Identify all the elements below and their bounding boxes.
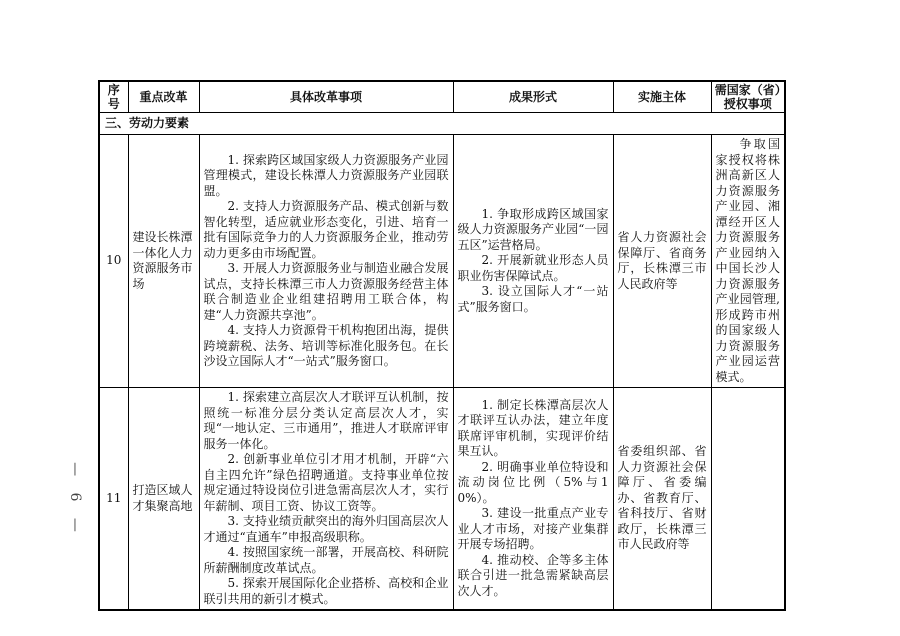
reform-items-table bbox=[98, 80, 786, 611]
row11-authorization bbox=[711, 388, 785, 611]
row11-result-3: 3. 建设一批重点产业专业人才市场，对接产业集群开展专场招聘。 bbox=[457, 506, 609, 552]
header-seq: 序号 bbox=[99, 81, 128, 113]
row11-result-1: 1. 制定长株潭高层次人才联评互认办法，建立年度联席评审机制，实现评价结果互认。 bbox=[457, 397, 609, 459]
row11-implementer: 省委组织部、省人力资源社会保障厅、省委编办、省教育厅、省科技厅、省财政厅，长株潭三市人民政府等 bbox=[613, 388, 711, 611]
row11-item-3: 3. 支持业绩贡献突出的海外归国高层次人才通过“直通车”申报高级职称。 bbox=[203, 514, 449, 544]
row10-implementer: 省人力资源社会保障厅、省商务厅，长株潭三市人民政府等 bbox=[613, 135, 711, 388]
row10-specific-items bbox=[199, 135, 453, 388]
row10-result-3: 3. 设立国际人才“一站式”服务窗口。 bbox=[457, 284, 609, 314]
row11-result-2: 2. 明确事业单位特设和流动岗位比例（5%与10%）。 bbox=[457, 459, 609, 505]
page-number: — 6 — bbox=[67, 462, 83, 538]
header-key-reform: 重点改革 bbox=[128, 81, 199, 113]
row10-item-3: 3. 开展人力资源服务业与制造业融合发展试点，支持长株潭三市人力资源服务经营主体联合制造业企业组建招聘用工联合体，构建“人力资源共享池”。 bbox=[203, 261, 449, 322]
header-authorization: 需国家（省）授权事项 bbox=[711, 81, 785, 113]
row11-item-1: 1. 探索建立高层次人才联评互认机制，按照统一标准分层分类认定高层次人才，实现“一地认定、三市通用”，推进人才联席评审服务一体化。 bbox=[203, 390, 449, 451]
section-label: 三、劳动力要素 bbox=[99, 113, 785, 135]
row10-item-1: 1. 探索跨区域国家级人力资源服务产业园管理模式，建设长株潭人力资源服务产业园联盟。 bbox=[203, 152, 449, 198]
row11-item-2: 2. 创新事业单位引才用才机制，开辟“六自主四允许”绿色招聘通道。支持事业单位按规定通过特设岗位引进急需高层次人才，实行年薪制、项目工资、协议工资等。 bbox=[203, 452, 449, 513]
row10-item-4: 4. 支持人力资源骨干机构抱团出海，提供跨境薪税、法务、培训等标准化服务包。在长沙设立国际人才“一站式”服务窗口。 bbox=[203, 323, 449, 368]
row11-result-form bbox=[453, 388, 613, 611]
row10-authorization bbox=[711, 135, 785, 388]
row11-result-4: 4. 推动校、企等多主体联合引进一批急需紧缺高层次人才。 bbox=[457, 552, 609, 598]
row11-seq: 11 bbox=[99, 388, 128, 611]
table-row bbox=[99, 135, 785, 388]
row10-authorization-text: 争取国家授权将株洲高新区人力资源服务产业园、湘潭经开区人力资源服务产业园纳入中国长沙人力资源服务产业园管理,形成跨市州的国家级人力资源服务产业园运营模式。 bbox=[715, 137, 780, 384]
section-row-labor-factor bbox=[99, 113, 785, 135]
row10-result-2: 2. 开展新就业形态人员职业伤害保障试点。 bbox=[457, 253, 609, 283]
row11-specific-items bbox=[199, 388, 453, 611]
row11-item-4: 4. 按照国家统一部署，开展高校、科研院所薪酬制度改革试点。 bbox=[203, 545, 449, 575]
header-implementer: 实施主体 bbox=[613, 81, 711, 113]
header-result-form: 成果形式 bbox=[453, 81, 613, 113]
table-header-row bbox=[99, 81, 785, 113]
row10-result-1: 1. 争取形成跨区域国家级人力资源服务产业园“一园五区”运营格局。 bbox=[457, 206, 609, 252]
row10-item-2: 2. 支持人力资源服务产品、模式创新与数智化转型，适应就业形态变化，引进、培育一批有国际竞争力的人力资源服务企业，推动劳动力更多由市场配置。 bbox=[203, 199, 449, 260]
row10-result-form bbox=[453, 135, 613, 388]
row11-item-5: 5. 探索开展国际化企业搭桥、高校和企业联引共用的新引才模式。 bbox=[203, 576, 449, 606]
row11-key-reform: 打造区域人才集聚高地 bbox=[128, 388, 199, 611]
row10-seq: 10 bbox=[99, 135, 128, 388]
table-row bbox=[99, 388, 785, 611]
header-specific-items: 具体改革事项 bbox=[199, 81, 453, 113]
row10-key-reform: 建设长株潭一体化人力资源服务市场 bbox=[128, 135, 199, 388]
